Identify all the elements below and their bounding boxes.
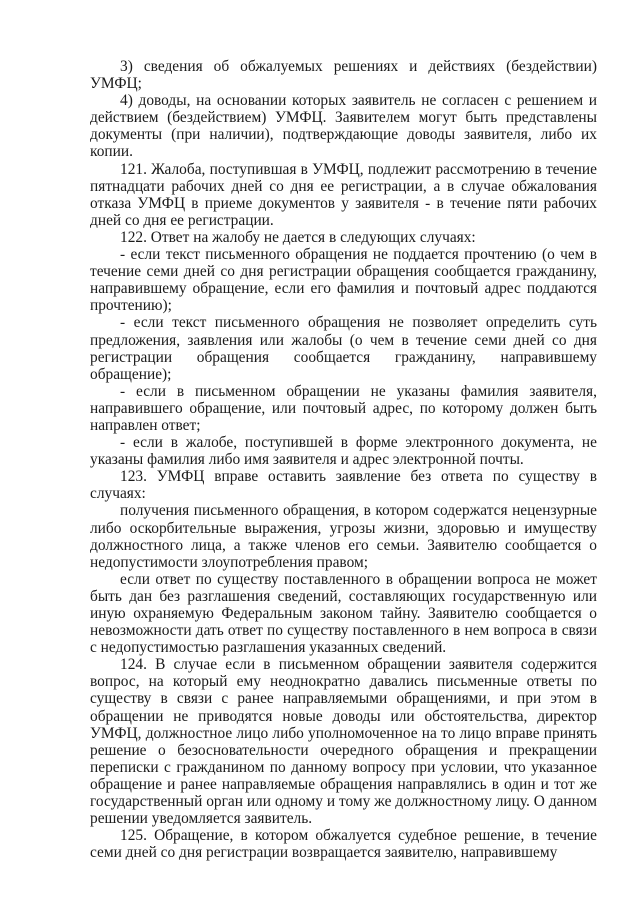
document-body: [90, 58, 597, 861]
paragraph-122-case-4: - если в жалобе, поступившей в форме электронного документа, не указаны фамилия либо имя заявителя и адрес электронной почты.: [90, 434, 597, 469]
paragraph-125: 125. Обращение, в котором обжалуется судебное решение, в течение семи дней со дня регистрации возвращается заявителю, направившему: [90, 827, 597, 862]
paragraph-122: 122. Ответ на жалобу не дается в следующих случаях:: [120, 228, 476, 246]
paragraph-122-case-2: - если текст письменного обращения не позволяет определить суть предложения, заявления или жалобы (о чем в течение семи дней со дня регистрации обращения сообщается гражданину, направившему обращение);: [90, 314, 597, 383]
paragraph-122-case-1: - если текст письменного обращения не поддается прочтению (о чем в течение семи дней со дня регистрации обращения сообщается гражданину, направившему обращение, если его фамилия и почтовый адрес поддаются прочтению);: [90, 246, 597, 315]
paragraph-item-3: 3) сведения об обжалуемых решениях и действиях (бездействии) УМФЦ;: [90, 58, 597, 93]
paragraph-124: 124. В случае если в письменном обращении заявителя содержится вопрос, на который ему неоднократно давались письменные ответы по существу в связи с ранее направляемыми обращениями, и при этом в обращении не приводятся новые доводы или обстоятельства, директор УМФЦ, должностное лицо либо уполномоченное на то лицо вправе принять решение о безосновательности очередного обращения и прекращении переписки с гражданином по данному вопросу при условии, что указанное обращение и ранее направляемые обращения направлялись в один и тот же государственный орган или одному и тому же должностному лицу. О данном решении уведомляется заявитель.: [90, 656, 597, 828]
paragraph-item-4: 4) доводы, на основании которых заявитель не согласен с решением и действием (бездействием) УМФЦ. Заявителем могут быть представлены документы (при наличии), подтверждающие доводы заявителя, либо их копии.: [90, 92, 597, 161]
paragraph-123-case-1: получения письменного обращения, в котором содержатся нецензурные либо оскорбительные выражения, угрозы жизни, здоровью и имуществу должностного лица, а также членов его семьи. Заявителю сообщается о недопустимости злоупотребления правом;: [90, 502, 597, 571]
paragraph-122-case-3: - если в письменном обращении не указаны фамилия заявителя, направившего обращение, или почтовый адрес, по которому должен быть направлен ответ;: [90, 382, 597, 434]
paragraph-123-case-2: если ответ по существу поставленного в обращении вопроса не может быть дан без разглашения сведений, составляющих государственную или иную охраняемую Федеральным законом тайну. Заявителю сообщается о невозможности дать ответ по существу поставленного в нем вопроса в связи с недопустимостью разглашения указанных сведений.: [90, 570, 597, 657]
paragraph-121: 121. Жалоба, поступившая в УМФЦ, подлежит рассмотрению в течение пятнадцати рабочих дней со дня ее регистрации, а в случае обжалования отказа УМФЦ в приеме документов у заявителя - в течение пяти рабочих дней со дня ее регистрации.: [90, 160, 597, 229]
paragraph-123: 123. УМФЦ вправе оставить заявление без ответа по существу в случаях:: [90, 468, 597, 503]
